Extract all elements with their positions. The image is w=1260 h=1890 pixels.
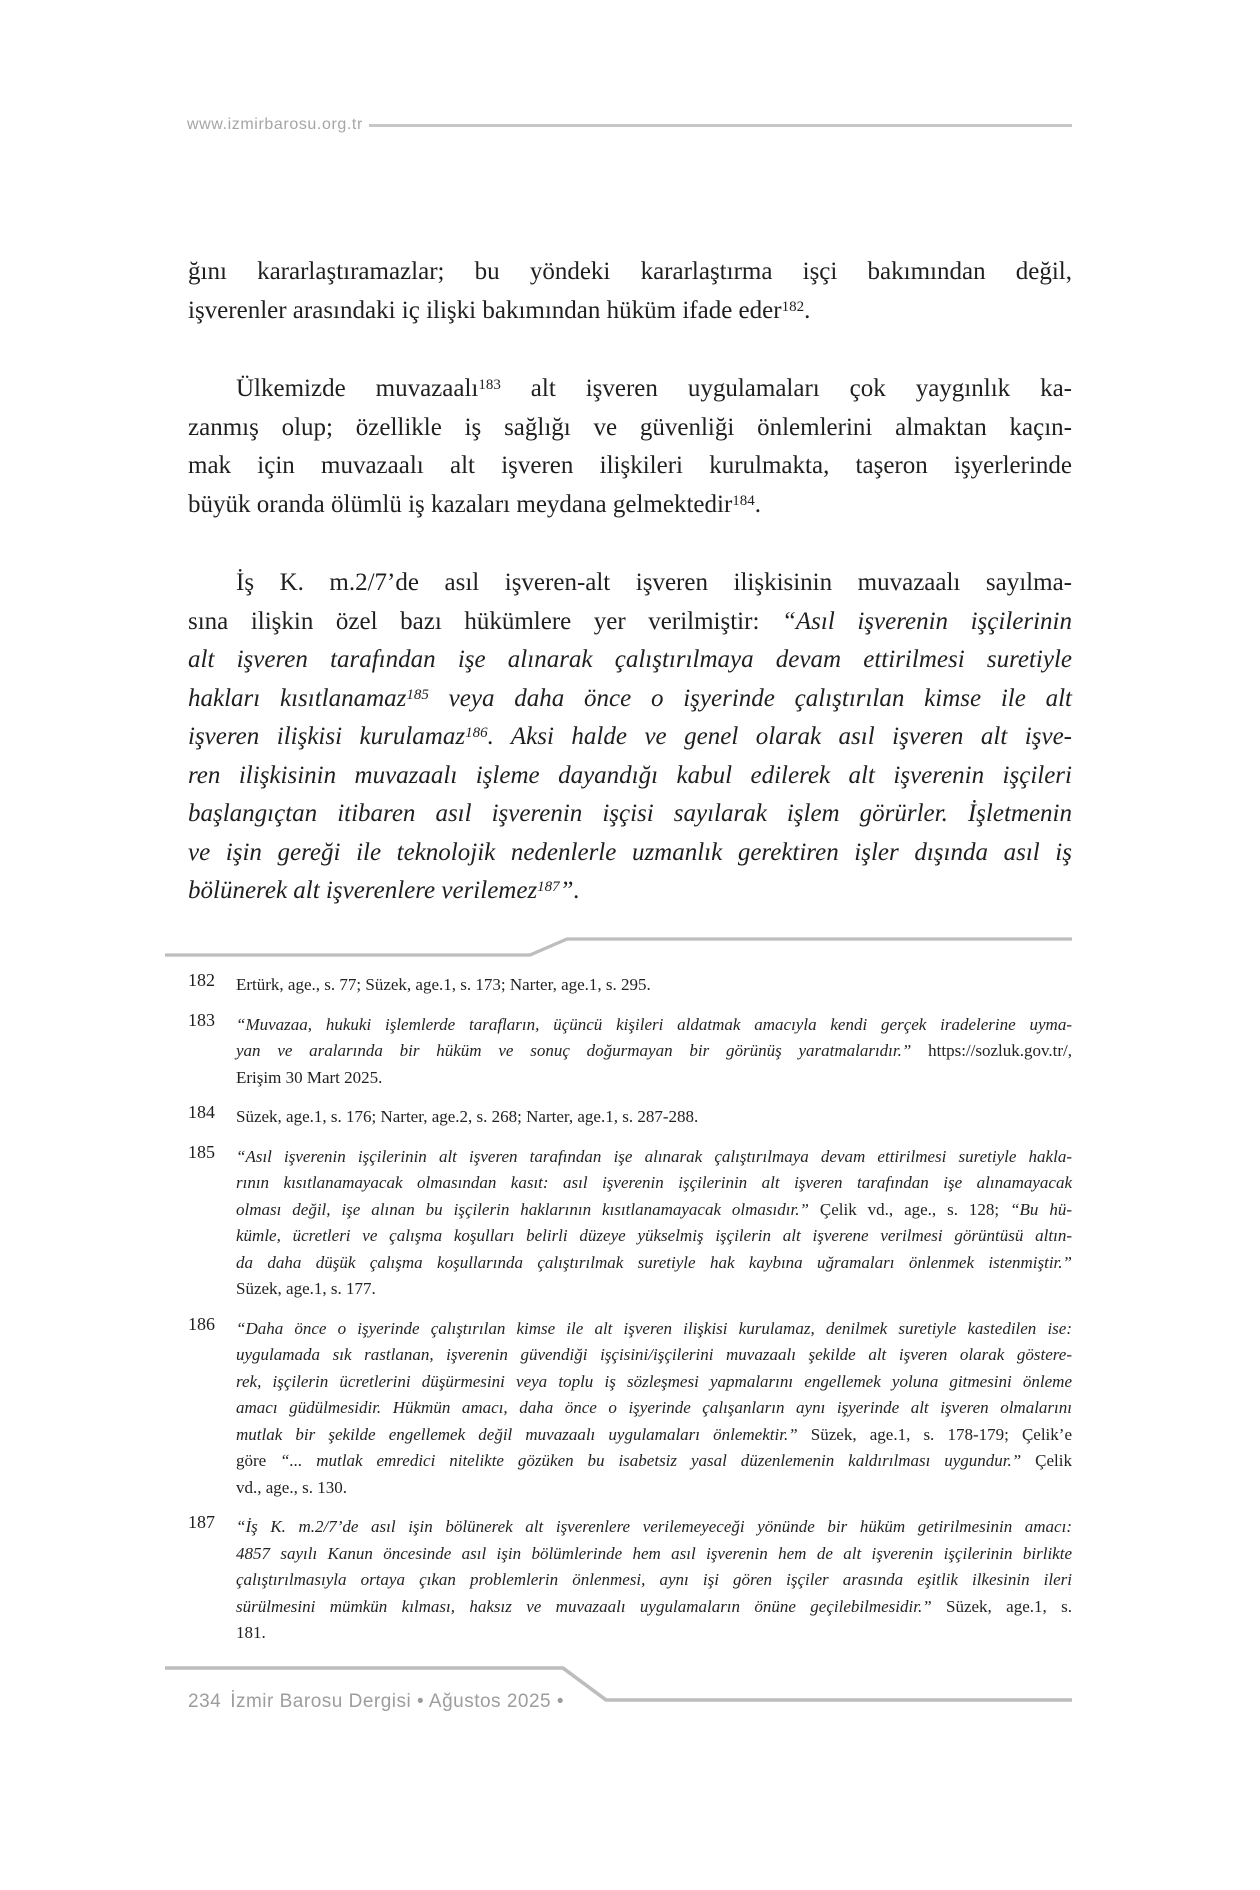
footnote-184	[188, 1104, 1072, 1131]
footnote-number: 186	[188, 1313, 215, 1334]
text-line: ve işin gereği ile teknolojik nedenlerle uzmanlık gerektiren işler dışında asıl iş	[188, 838, 1072, 866]
footnote-line: 4857 sayılı Kanun öncesinde asıl işin bölümlerinde hem asıl işverenin hem de alt işverenin işçilerinin birlikte	[236, 1543, 1072, 1563]
footnote-line: vd., age., s. 130.	[236, 1477, 347, 1497]
footnote-187	[188, 1514, 1072, 1647]
footnote-line: “Daha önce o işyerinde çalıştırılan kimse ile alt işveren ilişkisi kurulamaz, denilmek suretiyle kastedilen ise:	[236, 1318, 1072, 1338]
footnote-line: amacı güdülmesidir. Hükmün amacı, daha önce o işyerinde çalışanların aynı işyerinde alt işveren olmalarını	[236, 1398, 1072, 1417]
footnote-line: göre “... mutlak emredici nitelikte gözüken bu isabetsiz yasal düzenlemenin kaldırılması uygundur.” Çelik	[236, 1451, 1072, 1470]
text-line: ren ilişkisinin muvazaalı işleme dayandığı kabul edilerek alt işverenin işçileri	[188, 761, 1072, 789]
paragraph	[188, 564, 1072, 911]
text-line: hakları kısıtlanamaz$^{185}$ veya daha önce o işyerinde çalıştırılan kimse ile alt	[188, 684, 1073, 712]
footnote-line: yan ve aralarında bir hüküm ve sonuç doğurmayan bir görünüş yaratmalarıdır.” https://sozluk.gov.tr/,	[236, 1041, 1073, 1060]
text-line: Ülkemizde muvazaalı$^{183}$ alt işveren uygulamaları çok yaygınlık ka-	[236, 375, 1072, 402]
footnote-line: Ertürk, age., s. 77; Süzek, age.1, s. 173; Narter, age.1, s. 295.	[236, 975, 651, 994]
footnote-line: kümle, ücretleri ve çalışma koşulları belirli düzeye yükselmiş işçilerin alt işverene verilmesi görüntüsü altın-	[236, 1226, 1072, 1245]
footnote-number: 184	[188, 1102, 215, 1122]
footnotes-list	[188, 972, 1072, 1647]
footnote-line: olması değil, işe alınan bu işçilerin haklarının kısıtlanamayacak olmasıdır.” Çelik vd., age., s. 128; “Bu hü-	[236, 1199, 1072, 1219]
footnote-line: sürülmesini mümkün kılması, haksız ve muvazaalı uygulamaların önüne geçilebilmesidir.” Süzek, age.1, s.	[236, 1596, 1072, 1616]
footnote-line: “İş K. m.2/7’de asıl işin bölünerek alt işverenlere verilemeyeceği yönünde bir hüküm getirilmesinin amacı:	[236, 1517, 1072, 1536]
footnote-line: Süzek, age.1, s. 176; Narter, age.2, s. 268; Narter, age.1, s. 287-288.	[236, 1107, 699, 1126]
footnote-separator-line	[165, 934, 1072, 960]
text-line: alt işveren tarafından işe alınarak çalıştırılmaya devam ettirilmesi suretiyle	[188, 646, 1072, 673]
text-line: bölünerek alt işverenlere verilemez$^{187}$”.	[188, 877, 580, 904]
journal-name-line: İzmir Barosu Dergisi • Ağustos 2025 •	[230, 1691, 565, 1712]
footnote-line: rının kısıtlanamayacak olmasından kasıt: asıl işverenin işçilerinin alt işveren tarafından işe alınamayacak	[236, 1173, 1072, 1192]
footnote-line: rek, işçilerin ücretlerini düşürmesini veya toplu iş sözleşmesi yapmalarını engellemek yoluna gitmesini önleme	[236, 1371, 1072, 1391]
footnote-number: 185	[188, 1141, 215, 1162]
footnote-line: “Asıl işverenin işçilerinin alt işveren tarafından işe alınarak çalıştırılmaya devam ettirilmesi suretiyle hakla-	[236, 1146, 1072, 1166]
text-line: İş K. m.2/7’de asıl işveren-alt işveren ilişkisinin muvazaalı sayılma-	[236, 569, 1072, 596]
footnote-183	[188, 1009, 1073, 1092]
footnote-line: Erişim 30 Mart 2025.	[236, 1067, 383, 1087]
header-rule	[369, 124, 1072, 127]
text-line: başlangıçtan itibaren asıl işverenin işçisi sayılarak işlem görürler. İşletmenin	[188, 800, 1072, 827]
footnote-line: çalıştırılmasıyla ortaya çıkan problemlerin önlenmesi, aynı işi gören işçiler arasında eşitlik ilkesinin ileri	[236, 1570, 1072, 1589]
footnote-line: da daha düşük çalışma koşullarında çalıştırılmak suretiyle hak kaybına uğramaları önlenmek istenmiştir.”	[236, 1252, 1072, 1272]
footnote-185	[188, 1141, 1072, 1303]
footnote-line: mutlak bir şekilde engellemek değil muvazaalı uygulamaları önlemektir.” Süzek, age.1, s. 178-179; Çelik’e	[236, 1424, 1072, 1444]
footnote-line: uygulamada sık rastlanan, işverenin güvendiği işçisini/işçilerini muvazaalı şekilde alt işveren olarak göstere-	[236, 1345, 1072, 1364]
footnote-separator	[165, 934, 1072, 960]
website-url: www.izmirbarosu.org.tr	[187, 116, 363, 133]
footnote-number: 183	[188, 1009, 215, 1030]
text-line: ğını kararlaştıramazlar; bu yöndeki kararlaştırma işçi bakımından değil,	[188, 258, 1072, 285]
footer-text	[188, 1691, 564, 1713]
text-line: büyük oranda ölümlü iş kazaları meydana gelmektedir$^{184}$.	[188, 490, 762, 518]
text-line: sına ilişkin özel bazı hükümlere yer verilmiştir: “Asıl işverenin işçilerinin	[188, 607, 1072, 635]
body-paragraphs	[188, 253, 1072, 911]
footnote-number: 182	[188, 970, 215, 990]
text-line: işveren ilişkisi kurulamaz$^{186}$. Aksi halde ve genel olarak asıl işveren alt işve-	[188, 723, 1072, 750]
page-header	[187, 116, 1072, 134]
text-line: mak için muvazaalı alt işveren ilişkileri kurulmakta, taşeron işyerlerinde	[188, 452, 1072, 479]
paragraph	[188, 370, 1072, 524]
text-line: zanmış olup; özellikle iş sağlığı ve güvenliği önlemlerini almaktan kaçın-	[188, 413, 1072, 441]
footnote-line: 181.	[236, 1623, 266, 1642]
footnote-186	[188, 1313, 1072, 1502]
paragraph	[188, 253, 1072, 330]
footnote-182	[188, 972, 1072, 999]
text-line: işverenler arasındaki iç ilişki bakımından hüküm ifade eder$^{182}$.	[188, 296, 811, 324]
page-footer	[165, 1663, 1072, 1723]
page-number: 234	[188, 1691, 222, 1712]
footnote-line: “Muvazaa, hukuki işlemlerde tarafların, üçüncü kişileri aldatmak amacıyla kendi gerçek iradelerine uyma-	[236, 1014, 1072, 1034]
footnote-number: 187	[188, 1512, 215, 1532]
footnote-line: Süzek, age.1, s. 177.	[236, 1279, 376, 1298]
